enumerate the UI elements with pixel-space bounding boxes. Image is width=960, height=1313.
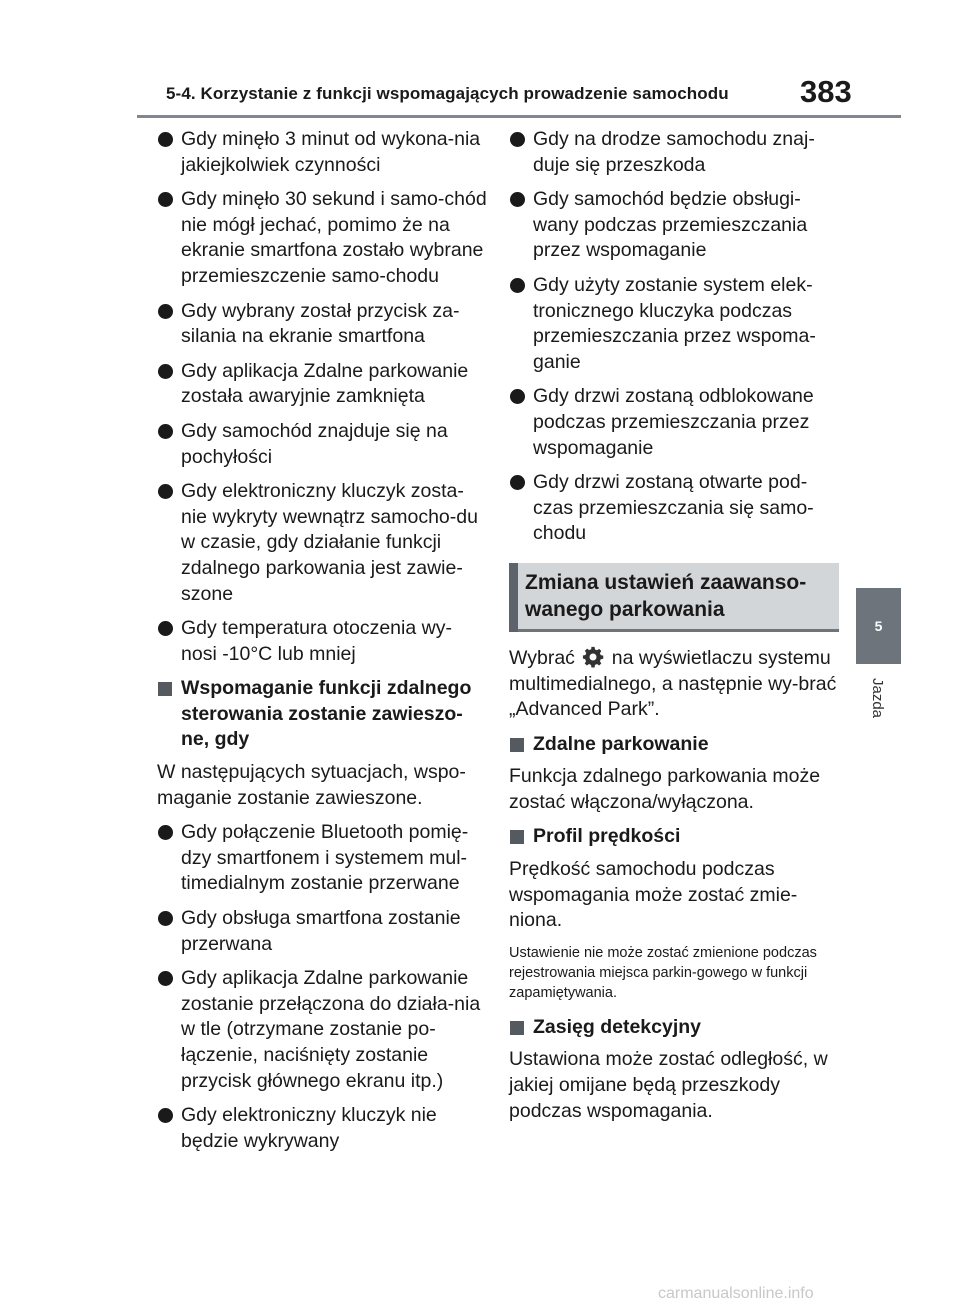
list-item: Gdy samochód będzie obsługi-wany podczas przemieszczania przez wspomaganie bbox=[509, 187, 839, 264]
bullet-dot-icon bbox=[158, 621, 173, 636]
settings-intro: Wybrać na wyświetlaczu systemu multimedialnego, a następnie wy-brać „Advanced Park”. bbox=[509, 646, 837, 721]
bullet-dot-icon bbox=[510, 475, 525, 490]
list-item: Gdy drzwi zostaną otwarte pod-czas przemieszczania się samo-chodu bbox=[509, 470, 839, 547]
bullet-dot-icon bbox=[510, 132, 525, 147]
section-bar bbox=[509, 563, 518, 632]
list-item: Gdy wybrany został przycisk za-silania na ekranie smartfona bbox=[157, 299, 487, 350]
bullet-dot-icon bbox=[158, 1108, 173, 1123]
list-item: Gdy temperatura otoczenia wy-nosi -10°C lub mniej bbox=[157, 616, 487, 667]
left-column bbox=[157, 127, 487, 1163]
list-item: Gdy elektroniczny kluczyk nie będzie wykrywany bbox=[157, 1103, 487, 1154]
paragraph: Funkcja zdalnego parkowania może zostać włączona/wyłączona. bbox=[509, 765, 821, 813]
page-number: 383 bbox=[800, 74, 852, 109]
right-column bbox=[509, 127, 839, 1133]
list-item: Gdy na drodze samochodu znaj-duje się przeszkoda bbox=[509, 127, 839, 178]
bullet-dot-icon bbox=[158, 484, 173, 499]
square-bullet-icon bbox=[510, 738, 524, 752]
bullet-dot-icon bbox=[158, 971, 173, 986]
list-item: Gdy obsługa smartfona zostanie przerwana bbox=[157, 906, 487, 957]
bullet-dot-icon bbox=[158, 364, 173, 379]
list-item: Gdy aplikacja Zdalne parkowanie zostanie przełączona do działa-nia w tle (otrzymane zostanie po-łączenie, naciśnięty zostanie przycisk głównego ekranu itp.) bbox=[157, 966, 487, 1094]
section-title: Zmiana ustawień zaawanso-wanego parkowania bbox=[509, 563, 839, 632]
subheading-speed-profile: Profil prędkości bbox=[509, 824, 839, 850]
bullet-dot-icon bbox=[510, 278, 525, 293]
list-item: Gdy użyty zostanie system elek-tronicznego kluczyka podczas przemieszczania przez wspoma-ganie bbox=[509, 273, 839, 375]
square-bullet-icon bbox=[158, 682, 172, 696]
bullet-dot-icon bbox=[158, 825, 173, 840]
paragraph: Prędkość samochodu podczas wspomagania może zostać zmie-niona. bbox=[509, 858, 798, 932]
square-bullet-icon bbox=[510, 830, 524, 844]
note: Ustawienie nie może zostać zmienione podczas rejestrowania miejsca parkin-gowego w funkcji zapamiętywania. bbox=[509, 944, 817, 1001]
header-divider bbox=[137, 115, 901, 118]
bullet-dot-icon bbox=[510, 389, 525, 404]
list-item: Gdy aplikacja Zdalne parkowanie została awaryjnie zamknięta bbox=[157, 359, 487, 410]
list-item: Gdy minęło 3 minut od wykona-nia jakiejkolwiek czynności bbox=[157, 127, 487, 178]
chapter-label: Jazda bbox=[869, 678, 886, 719]
subheading-suspend: Wspomaganie funkcji zdalnego sterowania zostanie zawieszo-ne, gdy bbox=[157, 676, 487, 753]
list-item: Gdy minęło 30 sekund i samo-chód nie mógł jechać, pomimo że na ekranie smartfona zostało wybrane przemieszczenie samo-chodu bbox=[157, 187, 487, 289]
bullet-dot-icon bbox=[158, 424, 173, 439]
list-item: Gdy drzwi zostaną odblokowane podczas przemieszczania przez wspomaganie bbox=[509, 384, 839, 461]
list-item: Gdy elektroniczny kluczyk zosta-nie wykryty wewnątrz samocho-du w czasie, gdy działanie funkcji zdalnego parkowania jest zawie-szone bbox=[157, 479, 487, 607]
list-item: Gdy samochód znajduje się na pochyłości bbox=[157, 419, 487, 470]
gear-icon bbox=[582, 646, 604, 668]
subheading-remote-parking: Zdalne parkowanie bbox=[509, 732, 839, 758]
bullet-dot-icon bbox=[158, 192, 173, 207]
bullet-dot-icon bbox=[158, 911, 173, 926]
bullet-dot-icon bbox=[158, 132, 173, 147]
watermark: carmanualsonline.info bbox=[658, 1285, 814, 1302]
list-item: Gdy połączenie Bluetooth pomię-dzy smartfonem i systemem mul-timedialnym zostanie przerwane bbox=[157, 820, 487, 897]
subheading-detection-range: Zasięg detekcyjny bbox=[509, 1015, 839, 1041]
paragraph: W następujących sytuacjach, wspo-maganie zostanie zawieszone. bbox=[157, 761, 466, 809]
header-title: 5-4. Korzystanie z funkcji wspomagających prowadzenie samochodu bbox=[166, 84, 729, 103]
square-bullet-icon bbox=[510, 1021, 524, 1035]
paragraph: Ustawiona może zostać odległość, w jakiej omijane będą przeszkody podczas wspomagania. bbox=[509, 1048, 828, 1122]
bullet-dot-icon bbox=[510, 192, 525, 207]
bullet-dot-icon bbox=[158, 304, 173, 319]
chapter-tab: 5 bbox=[856, 588, 901, 664]
